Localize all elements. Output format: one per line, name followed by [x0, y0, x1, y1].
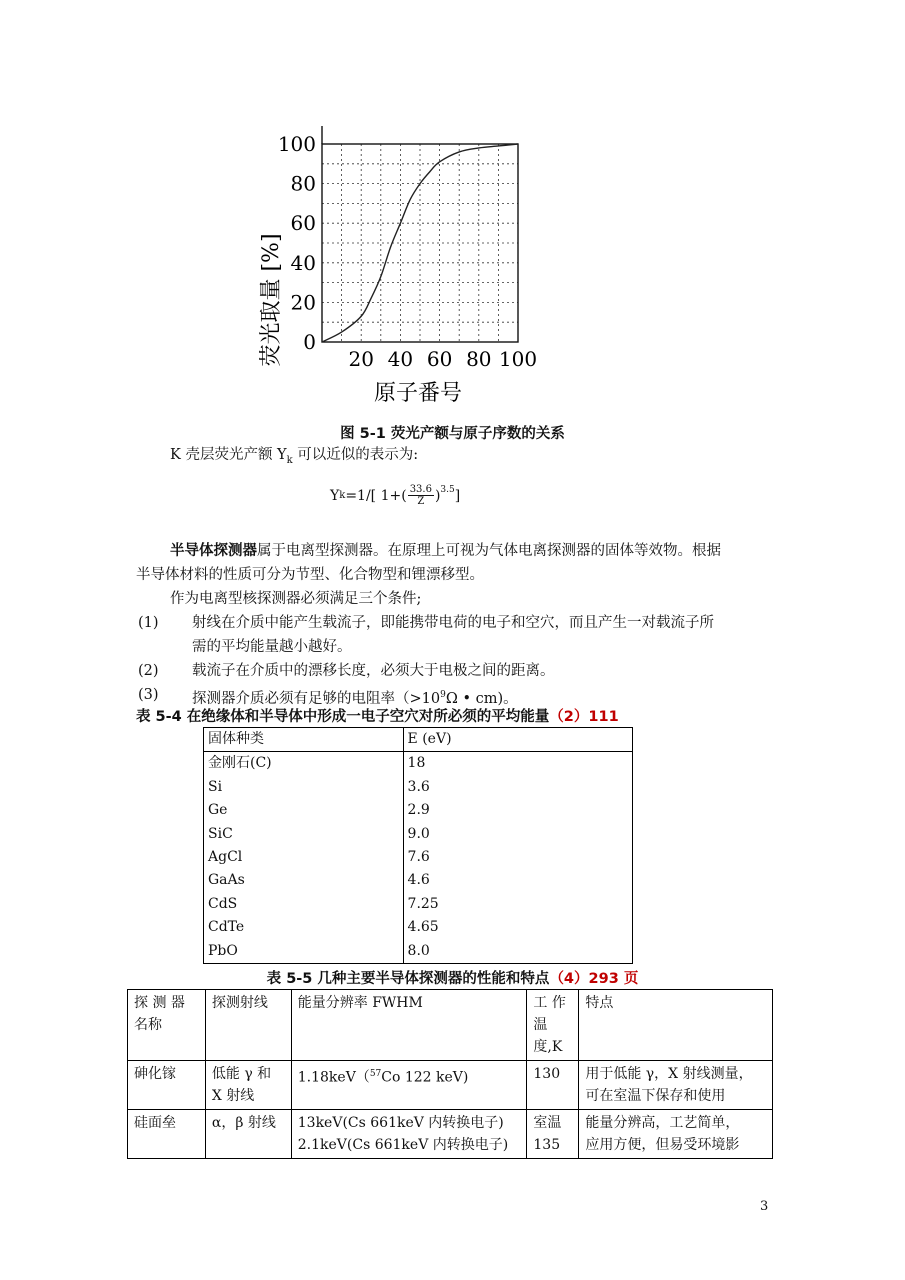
x-axis-label: 原子番号 [373, 381, 463, 406]
formula-end: ] [454, 487, 461, 504]
table4-cell-material: PbO [204, 940, 404, 964]
table5-cell-feature [579, 1110, 773, 1159]
para1-line1 [170, 540, 721, 562]
table5-header-temp-l2: 温 [533, 1017, 548, 1033]
formula-denominator: Z [417, 496, 425, 507]
table4-cell-energy: 7.6 [403, 846, 632, 869]
table4-cell-material: SiC [204, 823, 404, 846]
y-tick-label: 100 [277, 132, 316, 156]
table5-cell-fwhm-l1: 13keV(Cs 661keV 内转换电子) [297, 1115, 504, 1131]
table4-cell-energy: 4.65 [403, 916, 632, 939]
table4-cell-material: CdS [204, 893, 404, 916]
table4-row [204, 869, 633, 892]
table5-header-temp [527, 990, 579, 1061]
table4-cell-material: Ge [204, 799, 404, 822]
table5-header-name-l2: 名称 [134, 1017, 162, 1033]
x-tick-label: 20 [348, 347, 374, 371]
table5-cell-fwhm [291, 1061, 527, 1110]
table5-row-si-barrier [128, 1110, 773, 1159]
y-tick-label: 0 [303, 330, 316, 354]
formula-fraction [408, 484, 434, 507]
chart-grid [322, 144, 518, 342]
para1-line2: 半导体材料的性质可分为节型、化合物型和锂漂移型。 [136, 567, 484, 583]
para1-bold-term: 半导体探测器 [170, 542, 257, 559]
table5-header-row [128, 990, 773, 1061]
table5-header-temp-l1: 工 作 [533, 995, 566, 1011]
table5-caption [0, 967, 905, 988]
table5-cell-fwhm-l2: 2.1keV(Cs 661keV 内转换电子) [297, 1137, 509, 1153]
table4-cell-energy: 7.25 [403, 893, 632, 916]
table5-row-gaas [128, 1061, 773, 1110]
table5-cell-ray-l2: X 射线 [211, 1088, 255, 1104]
table5-cell-ray [205, 1061, 291, 1110]
table5-cell-ray-l1: 低能 γ 和 [211, 1066, 272, 1082]
table5-cell-feature-l2: 可在室温下保存和使用 [585, 1088, 726, 1104]
table4-row [204, 752, 633, 776]
cond2-number: (2) [138, 663, 159, 679]
intro-text: K 壳层荧光产额 Y [170, 447, 287, 463]
para1-text1: 属于电离型探测器。在原理上可视为气体电离探测器的固体等效物。根据 [257, 543, 721, 559]
table5-cell-temp: 130 [527, 1061, 579, 1110]
cond2-text: 载流子在介质中的漂移长度，必须大于电极之间的距离。 [192, 663, 555, 679]
x-tick-label: 100 [498, 347, 538, 371]
table5-caption-text: 表 5-5 几种主要半导体探测器的性能和特点 [266, 971, 550, 987]
cond3-exp: 9 [440, 690, 446, 700]
table4-body [204, 728, 633, 964]
table5-cell-fwhm-post: Co 122 keV) [381, 1069, 469, 1086]
table4-caption [136, 705, 619, 726]
y-tick-label: 80 [290, 171, 316, 196]
table5-cell-fwhm-pre: 1.18keV（ [297, 1069, 370, 1086]
table4-header-energy: E (eV) [403, 728, 632, 752]
intro-sub: k [286, 454, 293, 466]
formula-numerator: 33.6 [409, 484, 432, 495]
table4-header-material: 固体种类 [204, 728, 404, 752]
table4-cell-energy: 9.0 [403, 823, 632, 846]
fluorescence-yield-chart [250, 100, 560, 420]
cond1-number: (1) [138, 615, 159, 631]
formula-lhs: Y [330, 487, 340, 504]
table4-header-row [204, 728, 633, 752]
table4-cell-material: AgCl [204, 846, 404, 869]
table5-cell-temp-l2: 135 [533, 1137, 561, 1153]
intro-line [170, 444, 418, 472]
table5-cell-feature [579, 1061, 773, 1110]
intro-tail: 可以近似的表示为: [292, 447, 419, 463]
table4-row [204, 823, 633, 846]
table5-cell-name: 硅面垒 [128, 1110, 206, 1159]
x-tick-label: 40 [387, 347, 414, 371]
table4-cell-material: Si [204, 776, 404, 799]
formula-close: ) [434, 487, 441, 504]
table4 [203, 727, 633, 964]
table4-cell-material: CdTe [204, 916, 404, 939]
formula [330, 484, 460, 507]
x-tick-label: 80 [466, 347, 492, 371]
cond3-number: (3) [138, 687, 159, 703]
cond3-pre: 探测器介质必须有足够的电阻率（>10 [192, 690, 441, 707]
table5-cell-ray: α，β 射线 [205, 1110, 291, 1159]
table4-cell-material: 金刚石(C) [204, 752, 404, 776]
cond1-line1: 射线在介质中能产生载流子，即能携带电荷的电子和空穴，而且产生一对载流子所 [192, 615, 714, 631]
x-tick-labels [348, 347, 537, 371]
table5-header-fwhm: 能量分辨率 FWHM [291, 990, 527, 1061]
table4-cell-energy: 4.6 [403, 869, 632, 892]
table4-caption-ref: （2）111 [549, 709, 619, 725]
cond1-line2: 需的平均能量越小越好。 [192, 639, 352, 655]
table4-cell-energy: 2.9 [403, 799, 632, 822]
table5-header-name-l1: 探 测 器 [134, 995, 185, 1011]
y-tick-label: 40 [290, 250, 316, 275]
y-tick-label: 60 [290, 211, 316, 236]
table4-cell-energy: 18 [403, 752, 632, 776]
table5-header-temp-l3: 度,K [533, 1039, 563, 1055]
table4-caption-text: 表 5-4 在绝缘体和半导体中形成一电子空穴对所必须的平均能量 [136, 709, 550, 725]
formula-mid: =1/[ 1+( [345, 487, 407, 504]
table5-cell-feature-l2: 应用方便，但易受环境影 [585, 1137, 740, 1153]
table4-row [204, 799, 633, 822]
para2: 作为电离型核探测器必须满足三个条件; [170, 591, 422, 607]
table5 [127, 989, 773, 1159]
table4-row [204, 776, 633, 799]
x-tick-label: 60 [426, 347, 453, 371]
table4-row [204, 916, 633, 939]
table4-row [204, 893, 633, 916]
table5-header-ray: 探测射线 [205, 990, 291, 1061]
formula-lhs-sub: k [339, 490, 346, 501]
y-axis-label: 荧光取量 [%] [259, 233, 284, 367]
table5-header-name [128, 990, 206, 1061]
table5-header-feature: 特点 [579, 990, 773, 1061]
table5-cell-feature-l1: 用于低能 γ，X 射线测量， [585, 1066, 753, 1082]
table4-cell-material: GaAs [204, 869, 404, 892]
table4-cell-energy: 8.0 [403, 940, 632, 964]
table5-cell-feature-l1: 能量分辨高，工艺简单， [585, 1115, 740, 1131]
figure-caption: 图 5-1 荧光产额与原子序数的关系 [340, 426, 565, 442]
y-tick-label: 20 [290, 290, 316, 315]
formula-exponent: 3.5 [440, 484, 455, 495]
table4-cell-energy: 3.6 [403, 776, 632, 799]
cond3-post: Ω • cm)。 [445, 690, 518, 707]
table4-row [204, 846, 633, 869]
table5-cell-name: 砷化镓 [128, 1061, 206, 1110]
table5-cell-temp [527, 1110, 579, 1159]
table5-cell-temp-l1: 室温 [533, 1115, 562, 1131]
table5-cell-fwhm-sup: 57 [369, 1069, 382, 1079]
table5-caption-ref: （4）293 页 [549, 971, 639, 987]
page-number: 3 [760, 1199, 769, 1214]
table4-row [204, 940, 633, 964]
table5-cell-fwhm [291, 1110, 527, 1159]
